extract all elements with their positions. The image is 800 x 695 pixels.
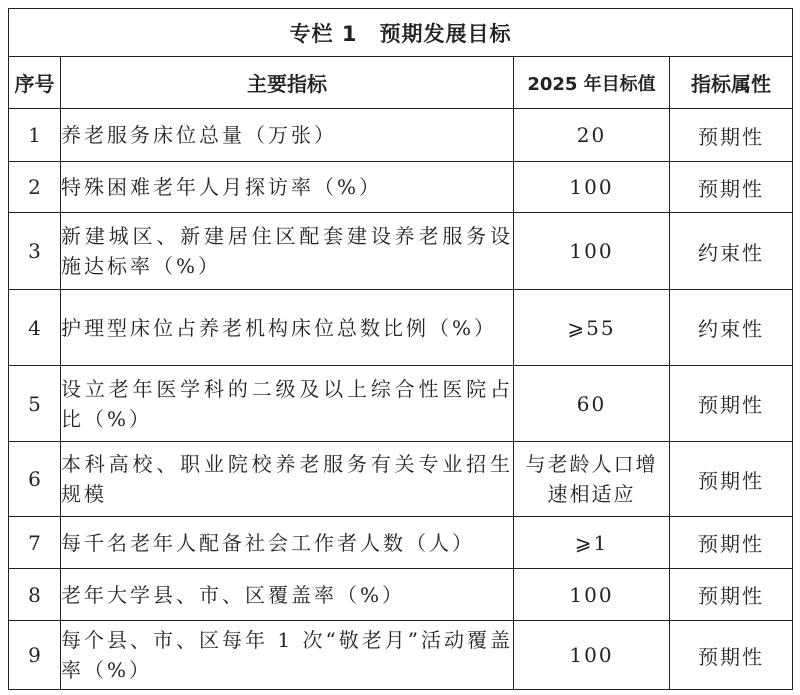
row-target: 100 — [514, 213, 670, 290]
row-indicator: 设立老年医学科的二级及以上综合性医院占比（%） — [61, 366, 514, 442]
row-no: 4 — [9, 290, 61, 366]
row-indicator: 新建城区、新建居住区配套建设养老服务设施达标率（%） — [61, 213, 514, 290]
row-attribute: 约束性 — [670, 290, 793, 366]
row-indicator: 养老服务床位总量（万张） — [61, 109, 514, 162]
table-row — [9, 442, 793, 517]
row-no: 8 — [9, 569, 61, 621]
title-row — [9, 9, 793, 57]
row-target: 100 — [514, 621, 670, 690]
table-row — [9, 621, 793, 690]
table-row — [9, 109, 793, 162]
row-target: 20 — [514, 109, 670, 162]
table-row — [9, 366, 793, 442]
row-attribute: 预期性 — [670, 109, 793, 162]
table-row — [9, 290, 793, 366]
row-target: 与老龄人口增速相适应 — [514, 442, 670, 517]
target-table — [8, 8, 793, 690]
row-attribute: 预期性 — [670, 569, 793, 621]
header-indicator: 主要指标 — [61, 57, 514, 109]
table-row — [9, 162, 793, 213]
row-attribute: 预期性 — [670, 517, 793, 569]
row-target: ⩾1 — [514, 517, 670, 569]
table-title: 专栏 1 预期发展目标 — [9, 9, 793, 57]
row-no: 6 — [9, 442, 61, 517]
table-row — [9, 517, 793, 569]
row-indicator: 护理型床位占养老机构床位总数比例（%） — [61, 290, 514, 366]
row-attribute: 预期性 — [670, 621, 793, 690]
row-target: 60 — [514, 366, 670, 442]
row-target: 100 — [514, 569, 670, 621]
row-target: ⩾55 — [514, 290, 670, 366]
row-indicator: 老年大学县、市、区覆盖率（%） — [61, 569, 514, 621]
header-target: 2025 年目标值 — [514, 57, 670, 109]
row-indicator: 本科高校、职业院校养老服务有关专业招生规模 — [61, 442, 514, 517]
row-no: 3 — [9, 213, 61, 290]
row-attribute: 预期性 — [670, 366, 793, 442]
header-attribute: 指标属性 — [670, 57, 793, 109]
row-attribute: 约束性 — [670, 213, 793, 290]
row-no: 5 — [9, 366, 61, 442]
row-indicator: 每千名老年人配备社会工作者人数（人） — [61, 517, 514, 569]
row-target: 100 — [514, 162, 670, 213]
table-row — [9, 569, 793, 621]
row-indicator: 每个县、市、区每年 1 次“敬老月”活动覆盖率（%） — [61, 621, 514, 690]
row-no: 2 — [9, 162, 61, 213]
row-attribute: 预期性 — [670, 162, 793, 213]
row-no: 9 — [9, 621, 61, 690]
table-row — [9, 213, 793, 290]
header-row — [9, 57, 793, 109]
row-indicator: 特殊困难老年人月探访率（%） — [61, 162, 514, 213]
row-no: 7 — [9, 517, 61, 569]
row-no: 1 — [9, 109, 61, 162]
header-no: 序号 — [9, 57, 61, 109]
row-attribute: 预期性 — [670, 442, 793, 517]
